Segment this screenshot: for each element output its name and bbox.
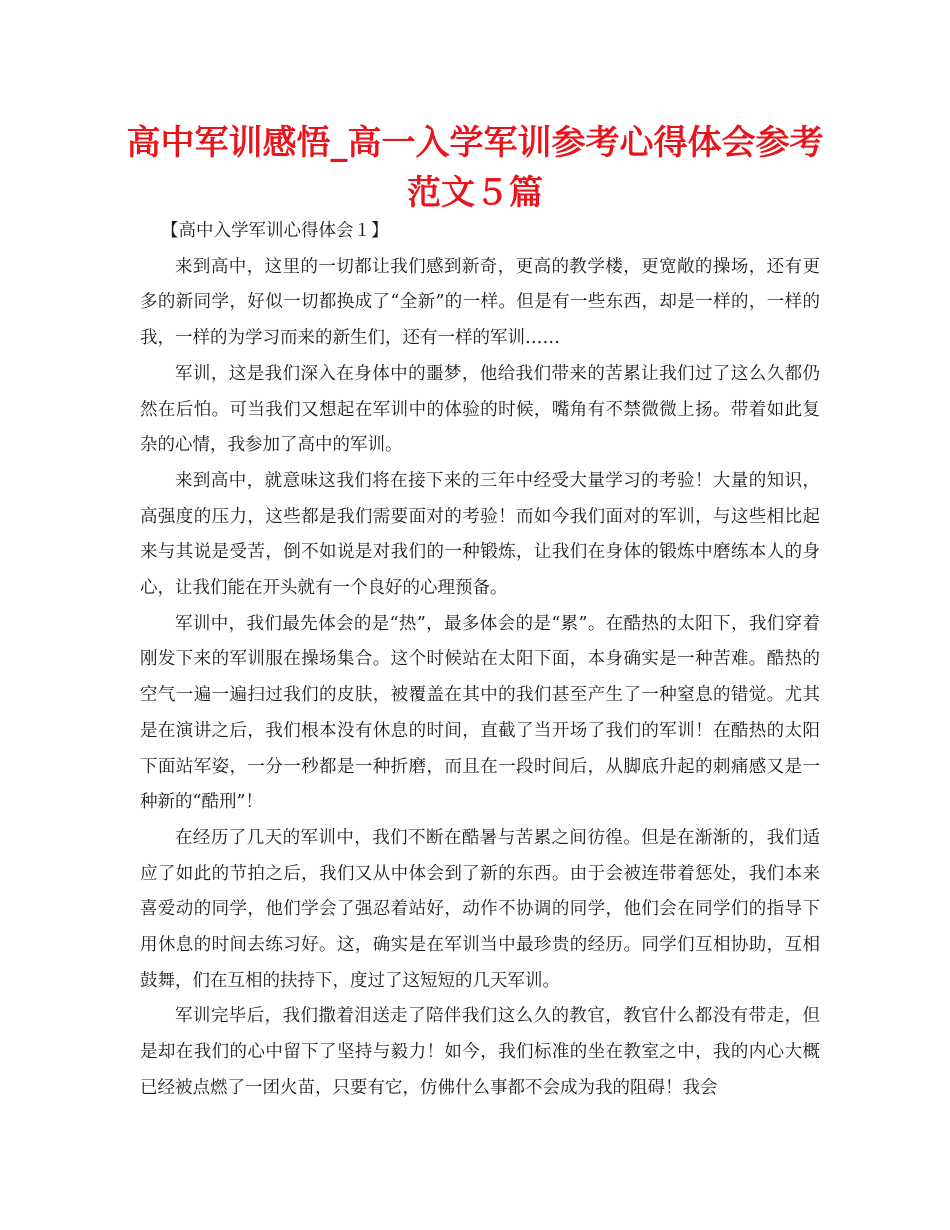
- paragraph-6: 军训完毕后，我们撒着泪送走了陪伴我们这么久的教官，教官什么都没有带走，但是却在我们的心中留下了坚持与毅力！如今，我们标准的坐在教室之中，我的内心大概已经被点燃了一团火苗，只要有它，仿佛什么事都不会成为我的阻碍！我会: [140, 1006, 820, 1098]
- paragraph-4: 军训中，我们最先体会的是“热”，最多体会的是“累”。在酷热的太阳下，我们穿着刚发下来的军训服在操场集合。这个时候站在太阳下面，本身确实是一种苦难。酷热的空气一遍一遍扫过我们的皮肤，被覆盖在其中的我们甚至产生了一种窒息的错觉。尤其是在演讲之后，我们根本没有休息的时间，直截了当开场了我们的军训！在酷热的太阳下面站军姿，一分一秒都是一种折磨，而且在一段时间后，从脚底升起的刺痛感又是一种新的“酷刑”！: [140, 613, 820, 813]
- section-heading: 【高中入学军训心得体会１】: [161, 221, 389, 241]
- paragraph-5: 在经历了几天的军训中，我们不断在酷暑与苦累之间彷徨。但是在渐渐的，我们适应了如此的节拍之后，我们又从中体会到了新的东西。由于会被连带着惩处，我们本来喜爱动的同学，他们学会了强忍着站好，动作不协调的同学，他们会在同学们的指导下用休息的时间去练习好。这，确实是在军训当中最珍贵的经历。同学们互相协助，互相鼓舞，们在互相的扶持下，度过了这短短的几天军训。: [140, 827, 820, 991]
- document-title: 高中军训感悟_高一入学军训参考心得体会参考范文５篇: [126, 123, 824, 213]
- document-body: [140, 214, 820, 1107]
- paragraph-1: 来到高中，这里的一切都让我们感到新奇，更高的教学楼，更宽敞的操场，还有更多的新同学，好似一切都换成了“全新”的一样。但是有一些东西，却是一样的，一样的我，一样的为学习而来的新生们，还有一样的军训……: [140, 256, 820, 349]
- paragraph-2: 军训，这是我们深入在身体中的噩梦，他给我们带来的苦累让我们过了这么久都仍然在后怕。可当我们又想起在军训中的体验的时候，嘴角有不禁微微上扬。带着如此复杂的心情，我参加了高中的军训。: [140, 363, 820, 456]
- paragraph-3: 来到高中，就意味这我们将在接下来的三年中经受大量学习的考验！大量的知识，高强度的压力，这些都是我们需要面对的考验！而如今我们面对的军训，与这些相比起来与其说是受苦，倒不如说是对我们的一种锻炼，让我们在身体的锻炼中磨练本人的身心，让我们能在开头就有一个良好的心理预备。: [140, 470, 820, 599]
